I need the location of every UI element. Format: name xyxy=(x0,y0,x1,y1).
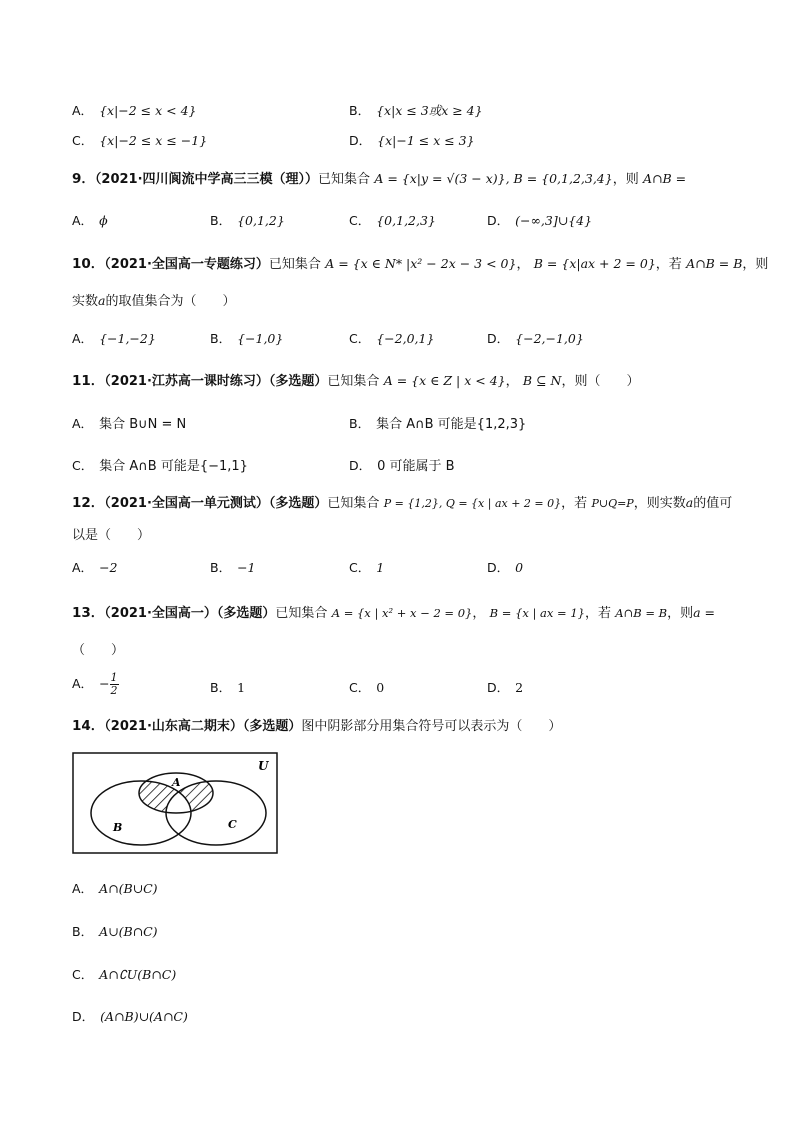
option-label: D． xyxy=(487,331,510,346)
option-text: 集合 A∩B 可能是{1,2,3} xyxy=(376,417,527,432)
q13-option-b xyxy=(210,679,245,697)
question-math: P∪Q=P xyxy=(591,497,634,510)
option-text: {0,1,2,3} xyxy=(376,213,436,228)
label-a: A xyxy=(172,776,181,789)
label-c: C xyxy=(228,818,237,831)
q9-stem xyxy=(72,170,686,189)
question-math: a xyxy=(98,293,106,308)
q9-option-d xyxy=(487,212,592,230)
option-label: B． xyxy=(349,416,371,431)
option-text: ϕ xyxy=(99,213,108,228)
option-text: 0 xyxy=(515,560,524,575)
venn-diagram-svg xyxy=(72,752,278,854)
question-math: A = {x | x² + x − 2 = 0} xyxy=(331,606,473,620)
q10-option-d xyxy=(487,330,584,348)
question-text: ， xyxy=(472,606,486,621)
option-label: D． xyxy=(349,133,372,148)
option-text: 1 xyxy=(376,560,385,575)
question-math: a xyxy=(685,495,694,510)
q10-stem-line2 xyxy=(72,292,235,311)
question-source: （2021·山东高二期末）（多选题） xyxy=(104,719,302,734)
question-text: 的值可 xyxy=(693,496,733,511)
q12-stem xyxy=(72,494,732,513)
question-text: ，则 xyxy=(667,606,694,621)
option-text: {x|−1 ≤ x ≤ 3} xyxy=(377,133,475,148)
question-number: 14． xyxy=(72,718,105,734)
q13-option-a xyxy=(72,672,119,697)
question-math: A∩B = B xyxy=(686,256,743,271)
question-number: 9． xyxy=(72,171,95,187)
question-text: ， xyxy=(505,374,519,389)
q9-option-b xyxy=(210,212,285,230)
question-text: ，则 xyxy=(742,257,769,272)
option-label: D． xyxy=(487,680,510,695)
question-text: ，则（ ） xyxy=(561,374,640,389)
label-u: U xyxy=(258,759,269,773)
option-text: {x|x ≤ 3或x ≥ 4} xyxy=(376,103,483,118)
question-source: （2021·全国高一专题练习） xyxy=(104,257,269,272)
question-text: 已知集合 xyxy=(327,496,380,511)
question-number: 10． xyxy=(72,256,105,272)
option-text: 0 可能属于 B xyxy=(377,459,455,474)
q11-option-b xyxy=(349,415,526,434)
q12-stem-line2 xyxy=(72,526,150,545)
question-text: （ ） xyxy=(72,643,125,658)
q12-option-b xyxy=(210,559,256,577)
q10-option-c xyxy=(349,330,434,348)
option-label: C． xyxy=(72,133,94,148)
q14-option-b xyxy=(72,923,158,941)
question-text: 已知集合 xyxy=(268,257,321,272)
q13-option-d xyxy=(487,679,523,697)
option-text: 集合 B∪N = N xyxy=(99,417,187,432)
option-label: C． xyxy=(349,680,371,695)
venn-diagram xyxy=(72,752,278,858)
option-label: B． xyxy=(210,560,232,575)
question-source: （2021·江苏高一课时练习）（多选题） xyxy=(104,374,328,389)
question-text: 实数 xyxy=(72,294,99,309)
option-label: C． xyxy=(349,560,371,575)
option-label: A． xyxy=(72,331,94,346)
q14-option-a xyxy=(72,880,158,898)
question-text: 以是（ ） xyxy=(72,528,151,543)
question-number: 12． xyxy=(72,495,105,511)
q11-stem xyxy=(72,372,639,391)
option-label: A． xyxy=(72,560,94,575)
question-source: （2021·全国高一单元测试）（多选题） xyxy=(104,496,328,511)
option-label: D． xyxy=(349,458,372,473)
option-text: {−2,−1,0} xyxy=(515,331,584,346)
option-text: {−1,0} xyxy=(237,331,284,346)
option-text: 1 xyxy=(237,680,246,695)
option-text: A∪(B∩C) xyxy=(99,924,158,939)
question-math: A∩B = B xyxy=(615,606,668,620)
question-text: ， xyxy=(516,257,530,272)
option-text: (A∩B)∪(A∩C) xyxy=(100,1009,188,1024)
q14-option-d xyxy=(72,1008,188,1026)
question-math: B ⊆ N xyxy=(522,373,562,388)
option-label: B． xyxy=(349,103,371,118)
question-text: 已知集合 xyxy=(327,374,380,389)
option-label: D． xyxy=(487,213,510,228)
question-text: ，若 xyxy=(584,606,611,621)
q10-option-a xyxy=(72,330,156,348)
q9-option-a xyxy=(72,212,108,230)
fraction-numerator: 1 xyxy=(110,671,118,684)
option-label: D． xyxy=(487,560,510,575)
q13-stem xyxy=(72,604,715,623)
option-label: A． xyxy=(72,416,94,431)
question-text: ，若 xyxy=(655,257,682,272)
q12-option-a xyxy=(72,559,118,577)
option-text: 集合 A∩B 可能是{−1,1} xyxy=(99,459,248,474)
q8-option-d xyxy=(349,132,475,150)
q11-option-a xyxy=(72,415,186,434)
label-b: B xyxy=(113,821,123,834)
option-text: {−1,−2} xyxy=(99,331,156,346)
option-label: C． xyxy=(72,458,94,473)
question-text: ，若 xyxy=(561,496,588,511)
question-text: 的取值集合为（ ） xyxy=(105,294,236,309)
question-math: A∩B = xyxy=(643,171,687,186)
q8-option-a xyxy=(72,102,197,120)
option-label: A． xyxy=(72,103,94,118)
q8-option-b xyxy=(349,102,483,120)
question-number: 13． xyxy=(72,605,105,621)
option-label: C． xyxy=(349,213,371,228)
option-label: C． xyxy=(349,331,371,346)
question-math: A = {x|y = √(3 − x)}, B = {0,1,2,3,4} xyxy=(374,171,613,186)
option-text: (−∞,3]∪{4} xyxy=(515,213,593,228)
question-math: A = {x ∈ Z | x < 4} xyxy=(383,373,506,388)
question-source: （2021·全国高一）（多选题） xyxy=(104,606,276,621)
option-label: B． xyxy=(72,924,94,939)
option-label: C． xyxy=(72,967,94,982)
option-text: {−2,0,1} xyxy=(376,331,435,346)
question-source: （2021·四川阆流中学高三三模（理）） xyxy=(94,172,319,187)
question-math: A = {x ∈ N* |x² − 2x − 3 < 0} xyxy=(325,256,517,271)
option-label: A． xyxy=(72,213,94,228)
option-label: A． xyxy=(72,881,94,896)
question-math: P = {1,2}, Q = {x | ax + 2 = 0} xyxy=(383,497,562,510)
q12-option-c xyxy=(349,559,384,577)
option-label: B． xyxy=(210,213,232,228)
question-math: a = xyxy=(693,605,716,620)
option-text: {x|−2 ≤ x ≤ −1} xyxy=(99,133,208,148)
option-text: −1 xyxy=(237,560,256,575)
q13-stem-line2 xyxy=(72,641,124,660)
option-text: −2 xyxy=(99,560,118,575)
question-text: ，则实数 xyxy=(633,496,686,511)
question-text: 图中阴影部分用集合符号可以表示为（ ） xyxy=(301,719,562,734)
q11-option-d xyxy=(349,457,455,476)
option-label: B． xyxy=(210,331,232,346)
fraction-denominator: 2 xyxy=(110,684,118,697)
option-text: A∩(B∪C) xyxy=(99,881,158,896)
question-math: B = {x|ax + 2 = 0} xyxy=(533,256,656,271)
question-text: ，则 xyxy=(612,172,639,187)
question-number: 11． xyxy=(72,373,105,389)
q11-option-c xyxy=(72,457,248,476)
q10-stem xyxy=(72,255,768,274)
option-text: A∩∁U(B∩C) xyxy=(99,967,177,982)
q14-option-c xyxy=(72,966,176,984)
option-fraction xyxy=(110,672,119,697)
q10-option-b xyxy=(210,330,283,348)
question-text: 已知集合 xyxy=(318,172,371,187)
question-text: 已知集合 xyxy=(275,606,328,621)
q14-stem xyxy=(72,717,561,736)
q9-option-c xyxy=(349,212,436,230)
option-label: D． xyxy=(72,1009,95,1024)
q12-option-d xyxy=(487,559,523,577)
q13-option-c xyxy=(349,679,384,697)
option-label: B． xyxy=(210,680,232,695)
option-text: {0,1,2} xyxy=(237,213,285,228)
option-text: 2 xyxy=(515,680,524,695)
option-label: A． xyxy=(72,676,94,691)
option-text: {x|−2 ≤ x < 4} xyxy=(99,103,197,118)
question-math: B = {x | ax = 1} xyxy=(489,606,585,620)
option-sign: − xyxy=(99,676,110,691)
option-text: 0 xyxy=(376,680,385,695)
q8-option-c xyxy=(72,132,207,150)
